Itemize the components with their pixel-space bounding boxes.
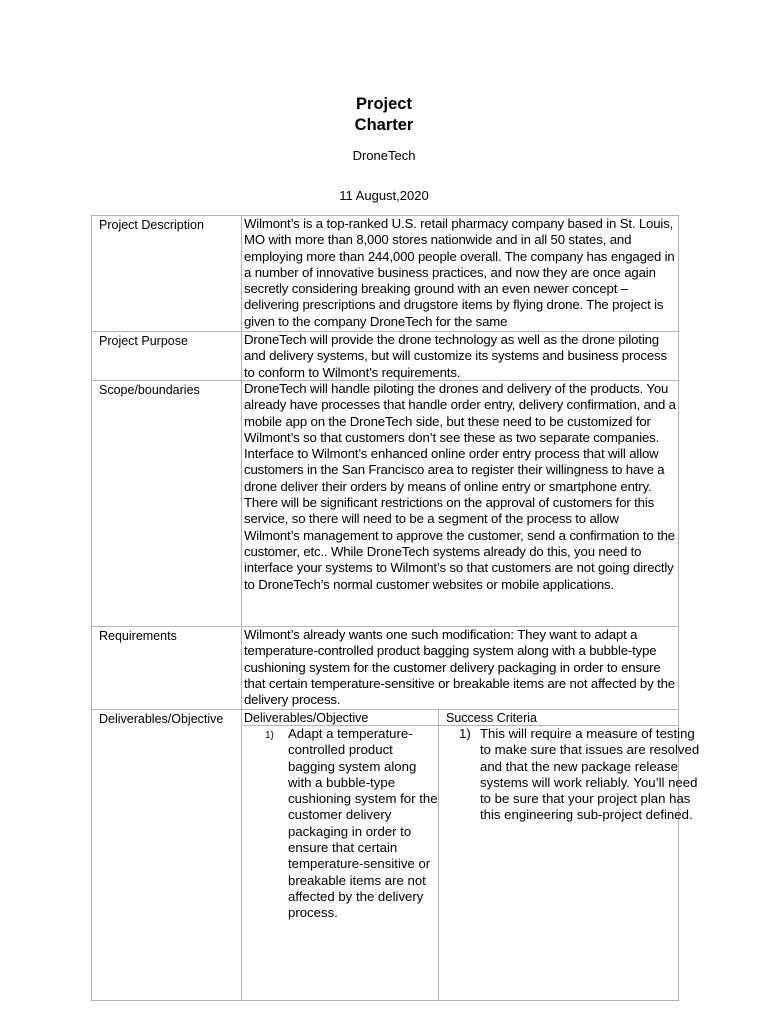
row-content	[243, 381, 678, 626]
deliverables-column-header: Deliverables/Objective	[243, 710, 439, 726]
row-project-purpose	[92, 332, 678, 381]
charter-table	[91, 215, 700, 1001]
row-deliverables	[92, 710, 700, 1000]
success-criteria-text: This will require a measure of testing to make sure that issues are resolved and that the new package release systems will work reliably. You’ll need to be sure that your project plan has this engineering sub-project defined.	[480, 726, 700, 823]
success-criteria-column-header: Success Criteria	[439, 710, 678, 726]
row-scope-boundaries	[92, 381, 678, 627]
row-requirements	[92, 627, 678, 710]
row-content	[243, 332, 678, 380]
row-label: Scope/boundaries	[92, 381, 242, 626]
row-text: DroneTech will provide the drone technology as well as the drone piloting and delivery systems, but will customize its systems and business process to conform to Wilmont’s requirements.	[244, 332, 667, 380]
row-project-description	[92, 216, 678, 332]
title-line-1: Project	[356, 95, 412, 113]
row-label: Project Description	[92, 216, 242, 331]
deliverable-text: Adapt a temperature-controlled product bagging system along with a bubble-type cushioning system for the customer delivery packaging in order to ensure that certain temperature-sensitive or breakable items are not affected by the delivery process.	[288, 726, 438, 921]
row-text: DroneTech will handle piloting the drones and delivery of the products. You already have processes that handle order entry, delivery confirmation, and a mobile app on the DroneTech side, but these need to be customized for Wilmont’s so that customers don’t see these as two separate companies. Interface to Wilmont’s enhanced online order entry process that will allow customers in the San Francisco area to register their willingness to have a drone deliver their orders by means of online entry or smartphone entry. There will be significant restrictions on the approval of customers for this service, so there will need to be a segment of the process to allow Wilmont’s management to approve the customer, send a confirmation to the customer, etc.. While DroneTech systems already do this, you need to interface your systems to Wilmont’s so that customers are not going directly to DroneTech’s normal customer websites or mobile applications.	[244, 381, 676, 592]
title-line-2: Charter	[354, 116, 414, 134]
success-criteria-cell	[439, 726, 700, 1000]
row-label: Requirements	[92, 627, 242, 709]
row-label: Project Purpose	[92, 332, 242, 380]
row-text: Wilmont’s is a top-ranked U.S. retail pharmacy company based in St. Louis, MO with more than 8,000 stores nationwide and in all 50 states, and employing more than 244,000 people overall. The company has engaged in a number of innovative business practices, and now they are once again secretly considering breaking ground with an even newer concept – delivering prescriptions and drugstore items by flying drone. The project is given to the company DroneTech for the same	[244, 216, 675, 329]
document-title	[0, 94, 768, 136]
list-number: 1)	[459, 726, 471, 741]
row-content	[243, 627, 678, 709]
row-text: Wilmont’s already wants one such modification: They want to adapt a temperature-controlled product bagging system along with a bubble-type cushioning system for the customer delivery packaging in order to ensure that certain temperature-sensitive or breakable items are not affected by the delivery process.	[244, 627, 675, 708]
row-content	[243, 216, 678, 331]
list-number: 1)	[265, 730, 274, 741]
row-label: Deliverables/Objective	[92, 710, 242, 1000]
deliverables-cell	[243, 726, 439, 1000]
company-name: DroneTech	[352, 148, 416, 163]
charter-date: 11 August,2020	[339, 188, 429, 203]
